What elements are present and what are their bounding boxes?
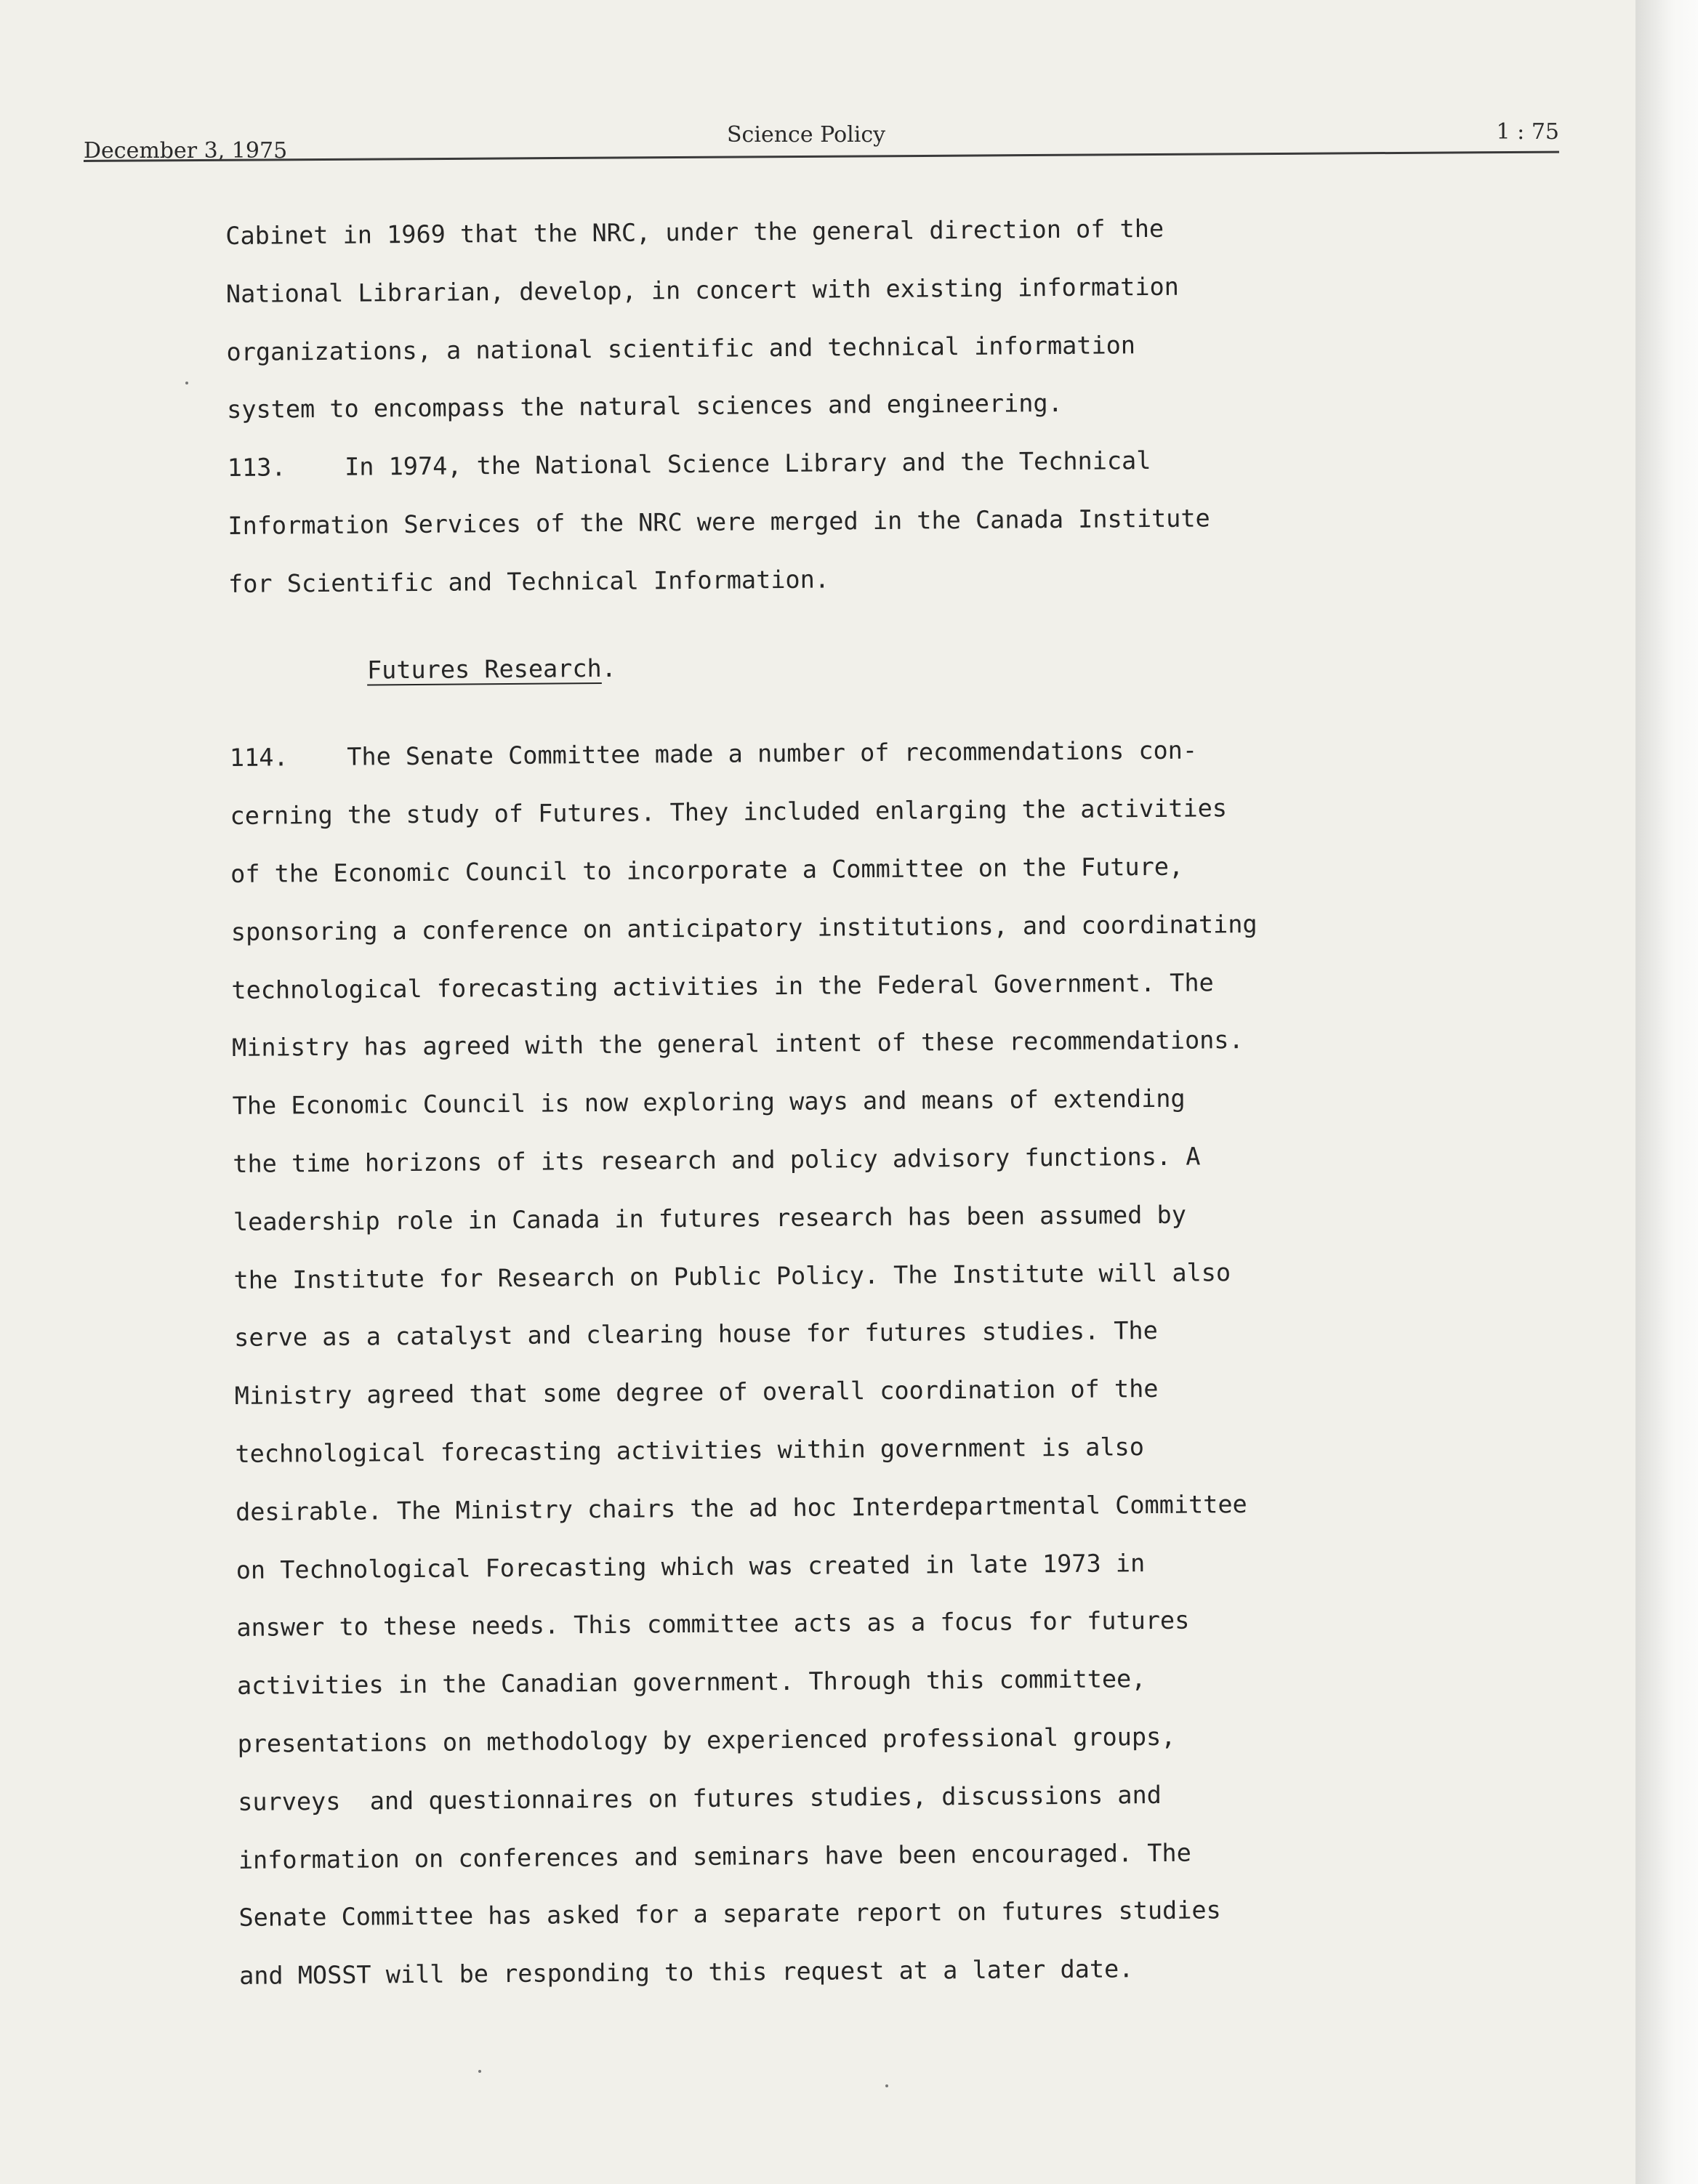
- page-edge-shadow: [1635, 0, 1698, 2184]
- header-rule: [84, 151, 1559, 162]
- text-line: and MOSST will be responding to this request at a later date.: [238, 1954, 1134, 1991]
- body-text: [225, 197, 1489, 2004]
- text-line: activities in the Canadian government. Through this committee,: [236, 1664, 1146, 1701]
- text-line: 114. The Senate Committee made a number of recommendations con-: [229, 736, 1198, 773]
- text-line: leadership role in Canada in futures research has been assumed by: [233, 1200, 1187, 1236]
- text-line: for Scientific and Technical Information.: [228, 565, 830, 598]
- text-line: Information Services of the NRC were merged in the Canada Institute: [228, 504, 1210, 540]
- text-line: desirable. The Ministry chairs the ad hoc Interdepartmental Committee: [235, 1489, 1247, 1526]
- header-title: Science Policy: [727, 122, 886, 148]
- text-line: National Librarian, develop, in concert with existing information: [225, 272, 1180, 308]
- text-line: technological forecasting activities within government is also: [235, 1433, 1145, 1468]
- paragraph-114: [230, 720, 1490, 2005]
- text-line: information on conferences and seminars have been encouraged. The: [238, 1838, 1191, 1874]
- text-line: Senate Committee has asked for a separate report on futures studies: [238, 1895, 1221, 1933]
- page-header: [84, 116, 1559, 167]
- text-line: surveys and questionnaires on futures studies, discussions and: [238, 1780, 1162, 1816]
- text-line: on Technological Forecasting which was created in late 1973 in: [236, 1548, 1146, 1584]
- paragraph-113: [228, 430, 1479, 613]
- text-line: serve as a catalyst and clearing house for futures studies. The: [234, 1316, 1158, 1353]
- text-line: Cabinet in 1969 that the NRC, under the general direction of the: [225, 214, 1164, 250]
- paper-speck: [885, 2084, 888, 2087]
- text-line: system to encompass the natural sciences and engineering.: [227, 389, 1063, 424]
- text-line: answer to these needs. This committee acts as a focus for futures: [236, 1605, 1190, 1643]
- section-heading-period: .: [601, 653, 617, 682]
- text-line: The Economic Council is now exploring ways and means of extending: [232, 1084, 1186, 1121]
- text-line: technological forecasting activities in the Federal Government. The: [231, 967, 1214, 1004]
- paragraph-continuation: [225, 197, 1477, 439]
- text-line: of the Economic Council to incorporate a Committee on the Future,: [230, 852, 1184, 888]
- text-line: sponsoring a conference on anticipatory institutions, and coordinating: [230, 909, 1258, 946]
- text-line: presentations on methodology by experienced professional groups,: [237, 1722, 1176, 1758]
- section-heading: [229, 632, 1480, 700]
- text-line: cerning the study of Futures. They included enlarging the activities: [230, 794, 1228, 831]
- section-heading-text: Futures Research: [366, 653, 602, 685]
- paper-speck: [478, 2070, 481, 2073]
- header-date: December 3, 1975: [84, 138, 288, 164]
- text-line: Ministry has agreed with the general intent of these recommendations.: [231, 1025, 1244, 1063]
- text-line: 113. In 1974, the National Science Library and the Technical: [227, 446, 1151, 483]
- header-page-number: 1 : 75: [1496, 119, 1559, 145]
- paper-speck: [185, 382, 188, 384]
- text-line: the time horizons of its research and policy advisory functions. A: [233, 1142, 1201, 1178]
- text-line: the Institute for Research on Public Policy. The Institute will also: [233, 1257, 1231, 1294]
- text-line: organizations, a national scientific and technical information: [226, 330, 1136, 366]
- text-line: Ministry agreed that some degree of overall coordination of the: [234, 1374, 1159, 1411]
